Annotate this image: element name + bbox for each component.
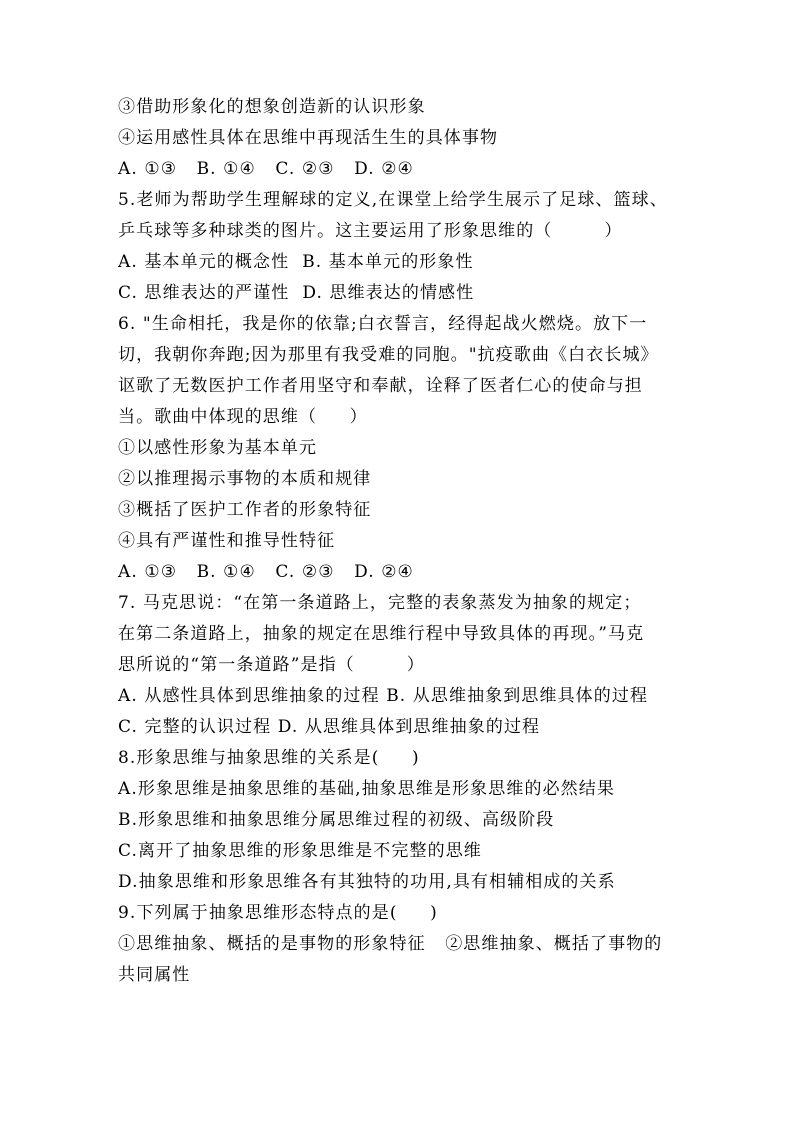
q9-options-line-2: 共同属性	[118, 965, 191, 985]
question-7-line-3: 思所说的“第一条道路”是指（ ）	[118, 655, 425, 675]
question-7-line-2: 在第二条道路上，抽象的规定在思维行程中导致具体的再现。”马克	[118, 624, 645, 644]
q8-choice-b: B.形象思维和抽象思维分属思维过程的初级、高级阶段	[118, 810, 555, 830]
question-8: 8.形象思维与抽象思维的关系是( )	[118, 748, 420, 768]
q5-choices-line-1: A. 基本单元的概念性 B. 基本单元的形象性	[118, 252, 474, 272]
question-6-line-4: 当。歌曲中体现的思维（ ）	[118, 407, 368, 427]
q7-choices-line-2: C. 完整的认识过程 D. 从思维具体到思维抽象的过程	[118, 717, 541, 737]
q8-choice-a: A.形象思维是抽象思维的基础,抽象思维是形象思维的必然结果	[118, 779, 615, 799]
q8-choice-d: D.抽象思维和形象思维各有其独特的功用,具有相辅相成的关系	[118, 872, 616, 892]
question-5-line-1: 5.老师为帮助学生理解球的定义,在课堂上给学生展示了足球、篮球、	[118, 190, 668, 210]
q6-option-3: ③概括了医护工作者的形象特征	[118, 500, 372, 520]
question-5-line-2: 乒乓球等多种球类的图片。这主要运用了形象思维的（ ）	[118, 221, 623, 241]
question-7-line-1: 7. 马克思说：“在第一条道路上，完整的表象蒸发为抽象的规定；	[118, 593, 642, 613]
q5-choices-line-2: C. 思维表达的严谨性 D. 思维表达的情感性	[118, 283, 475, 303]
answer-choices-q6: A. ①③ B. ①④ C. ②③ D. ②④	[118, 562, 414, 582]
q7-choices-line-1: A. 从感性具体到思维抽象的过程 B. 从思维抽象到思维具体的过程	[118, 686, 649, 706]
q6-option-2: ②以推理揭示事物的本质和规律	[118, 469, 372, 489]
question-6-line-2: 切，我朝你奔跑;因为那里有我受难的同胞。"抗疫歌曲《白衣长城》	[118, 345, 659, 365]
question-6-line-1: 6. "生命相托，我是你的依靠;白衣誓言，经得起战火燃烧。放下一	[118, 314, 648, 334]
q6-option-4: ④具有严谨性和推导性特征	[118, 531, 336, 551]
q6-option-1: ①以感性形象为基本单元	[118, 438, 318, 458]
option-line-4: ④运用感性具体在思维中再现活生生的具体事物	[118, 128, 499, 148]
option-line-3: ③借助形象化的想象创造新的认识形象	[118, 97, 426, 117]
question-6-line-3: 讴歌了无数医护工作者用坚守和奉献，诠释了医者仁心的使命与担	[118, 376, 643, 396]
q8-choice-c: C.离开了抽象思维的形象思维是不完整的思维	[118, 841, 482, 861]
question-9: 9.下列属于抽象思维形态特点的是( )	[118, 903, 438, 923]
q9-options-line-1: ①思维抽象、概括的是事物的形象特征 ②思维抽象、概括了事物的	[118, 934, 663, 954]
answer-choices-q4: A. ①③ B. ①④ C. ②③ D. ②④	[118, 159, 414, 179]
